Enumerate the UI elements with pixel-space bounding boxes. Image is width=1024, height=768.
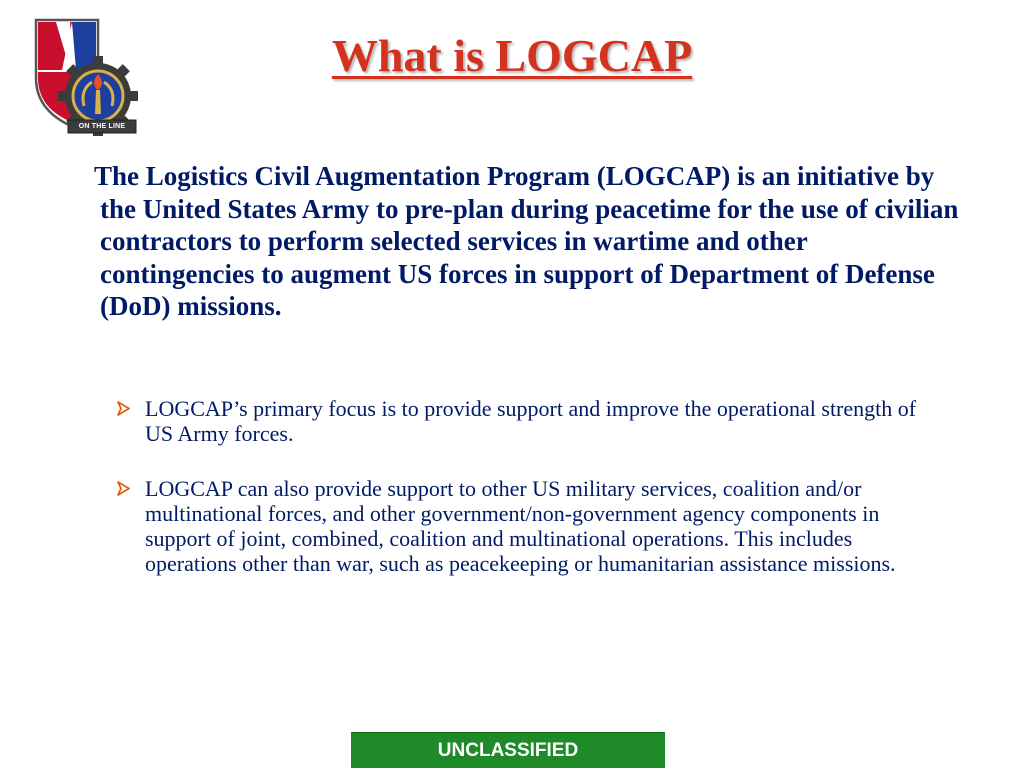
bullet-item bbox=[112, 476, 942, 576]
arrow-bullet-icon bbox=[116, 481, 131, 496]
bullet-text: LOGCAP can also provide support to other US military services, coalition and/or multinational forces, and other government/non-government agency components in support of joint, combined, coalition and multinational operations. This includes operations other than war, such as peacekeeping or humanitarian assistance missions. bbox=[145, 476, 896, 576]
slide-title: What is LOGCAP bbox=[331, 30, 693, 81]
intro-paragraph: The Logistics Civil Augmentation Program (LOGCAP) is an initiative by the United States Army to pre-plan during peacetime for the use of civilian contractors to perform selected services in wartime and other contingencies to augment US forces in support of Department of Defense (DoD) missions. bbox=[94, 161, 959, 321]
insignia-motto: ON THE LINE bbox=[78, 123, 126, 130]
bullet-list bbox=[112, 396, 942, 606]
bullet-text: LOGCAP’s primary focus is to provide support and improve the operational strength of US Army forces. bbox=[145, 396, 917, 446]
classification-badge: UNCLASSIFIED bbox=[351, 732, 665, 768]
bullet-item bbox=[112, 396, 942, 446]
arrow-bullet-icon bbox=[116, 401, 131, 416]
